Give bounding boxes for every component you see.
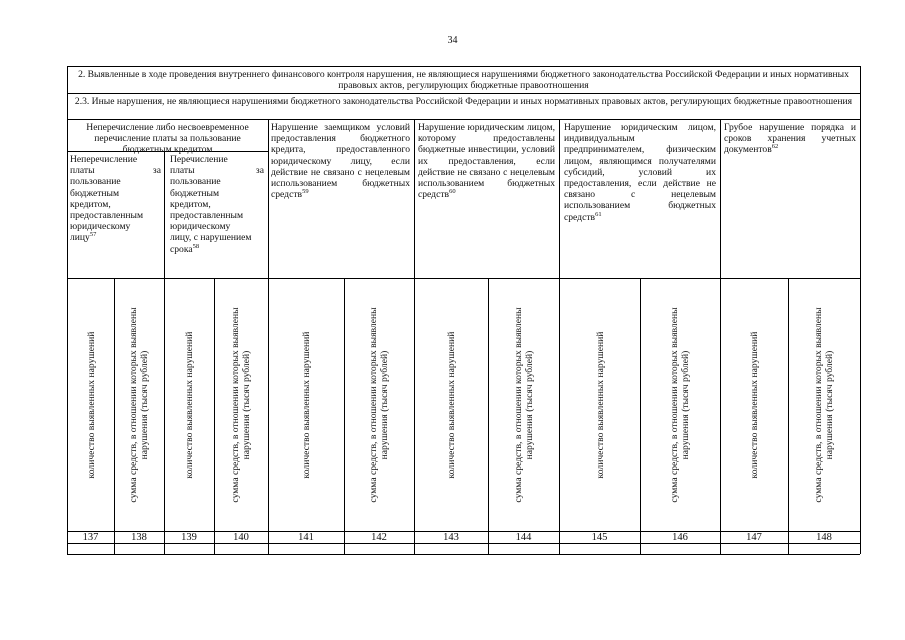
table-border-top	[67, 66, 860, 67]
page-number: 34	[447, 35, 458, 46]
column-number: 141	[298, 532, 314, 543]
column-number: 137	[82, 532, 99, 543]
row-divider	[67, 93, 860, 94]
footnote-60: 60	[449, 188, 456, 196]
sum-label: сумма средств, в отношении которых выявлены нарушения (тысяч рублей)	[512, 307, 535, 503]
group-5-header: Грубое нарушение порядка и сроков хранения учетных документов$^{62}$	[724, 122, 856, 156]
row-divider	[67, 119, 860, 120]
column-label-cell	[720, 279, 788, 531]
group-3-header: Нарушение юридическим лицом, которому предоставлены бюджетные инвестиции, условий их предоставления, если действие не связано с нецелевым использованием бюджетных средств$^{60}$	[418, 122, 555, 201]
column-label-cell	[164, 279, 214, 531]
row-divider	[67, 543, 860, 544]
sum-label: сумма средств, в отношении которых выявлены нарушения (тысяч рублей)	[669, 307, 691, 503]
count-label: количество выявленных нарушений	[445, 331, 457, 479]
column-number: 139	[181, 532, 197, 543]
column-number: 145	[591, 532, 608, 543]
count-label: количество выявленных нарушений	[300, 331, 312, 479]
column-label-cell	[488, 279, 559, 531]
sum-label: сумма средств, в отношении которых выявлены нарушения (тысяч рублей)	[813, 307, 835, 503]
sum-label: сумма средств, в отношении которых выявлены нарушения (тысяч рублей)	[230, 307, 252, 503]
column-label-cell	[268, 279, 344, 531]
column-number: 147	[746, 532, 762, 543]
column-label-cell	[559, 279, 640, 531]
column-number: 142	[371, 532, 387, 543]
table-border-right	[860, 66, 861, 554]
footnote-57: 57	[89, 231, 97, 239]
column-label-cell	[344, 279, 414, 531]
footnote-61: 61	[595, 210, 602, 218]
column-label-cell	[214, 279, 268, 531]
column-number: 140	[233, 532, 249, 543]
column-number: 146	[672, 532, 688, 543]
group-1-sub-a-header: Неперечисление платы за пользование бюджетным кредитом, предоставленным юридическому лицу$^{57}$	[70, 154, 161, 244]
count-label: количество выявленных нарушений	[594, 331, 605, 479]
footnote-59: 59	[302, 188, 309, 196]
sum-label: сумма средств, в отношении которых выявлены нарушения (тысяч рублей)	[128, 307, 150, 503]
footnote-58: 58	[192, 242, 200, 250]
group-1-title: Неперечисление либо несвоевременное перечисление платы за пользование бюджетным кредитом	[86, 122, 249, 156]
column-number: 148	[816, 532, 832, 543]
count-label: количество выявленных нарушений	[85, 331, 96, 479]
column-number: 144	[515, 532, 532, 543]
count-label: количество выявленных нарушений	[748, 331, 760, 479]
column-number: 138	[131, 532, 147, 543]
column-label-cell	[640, 279, 720, 531]
count-label: количество выявленных нарушений	[183, 331, 195, 479]
column-number: 143	[443, 532, 459, 543]
violations-table	[67, 66, 860, 554]
sum-label: сумма средств, в отношении которых выявлены нарушения (тысяч рублей)	[368, 307, 390, 503]
group-2-header: Нарушение заемщиком условий предоставления бюджетного кредита, предоставленного юридическому лицу, если действие не связано с нецелевым использованием бюджетных средств$^{59}$	[271, 122, 410, 201]
group-4-header: Нарушение юридическим лицом, индивидуальным предпринимателем, физическим лицом, являющимся получателями субсидий, условий их предоставления, если действие не связано с нецелевым использованием бюджетных средств$^{61}$	[564, 122, 716, 223]
column-label-cell	[788, 279, 860, 531]
table-border-bottom	[67, 554, 860, 555]
subsection-title: 2.3. Иные нарушения, не являющиеся нарушениями бюджетного законодательства Российской Федерации и иных нормативных правовых актов, регулирующих бюджетные правоотношения	[74, 96, 853, 107]
section-title: 2. Выявленные в ходе проведения внутреннего финансового контроля нарушения, не являющиеся нарушениями бюджетного законодательства Российской Федерации и иных нормативных правовых актов, регулирующих бюджетные правоотношения	[78, 69, 849, 92]
column-label-cell	[414, 279, 488, 531]
group-1-sub-b-header: Перечисление платы за пользование бюджетным кредитом, предоставленным юридическому лицу, с нарушением срока$^{58}$	[170, 154, 264, 255]
footnote-62: 62	[771, 143, 779, 151]
